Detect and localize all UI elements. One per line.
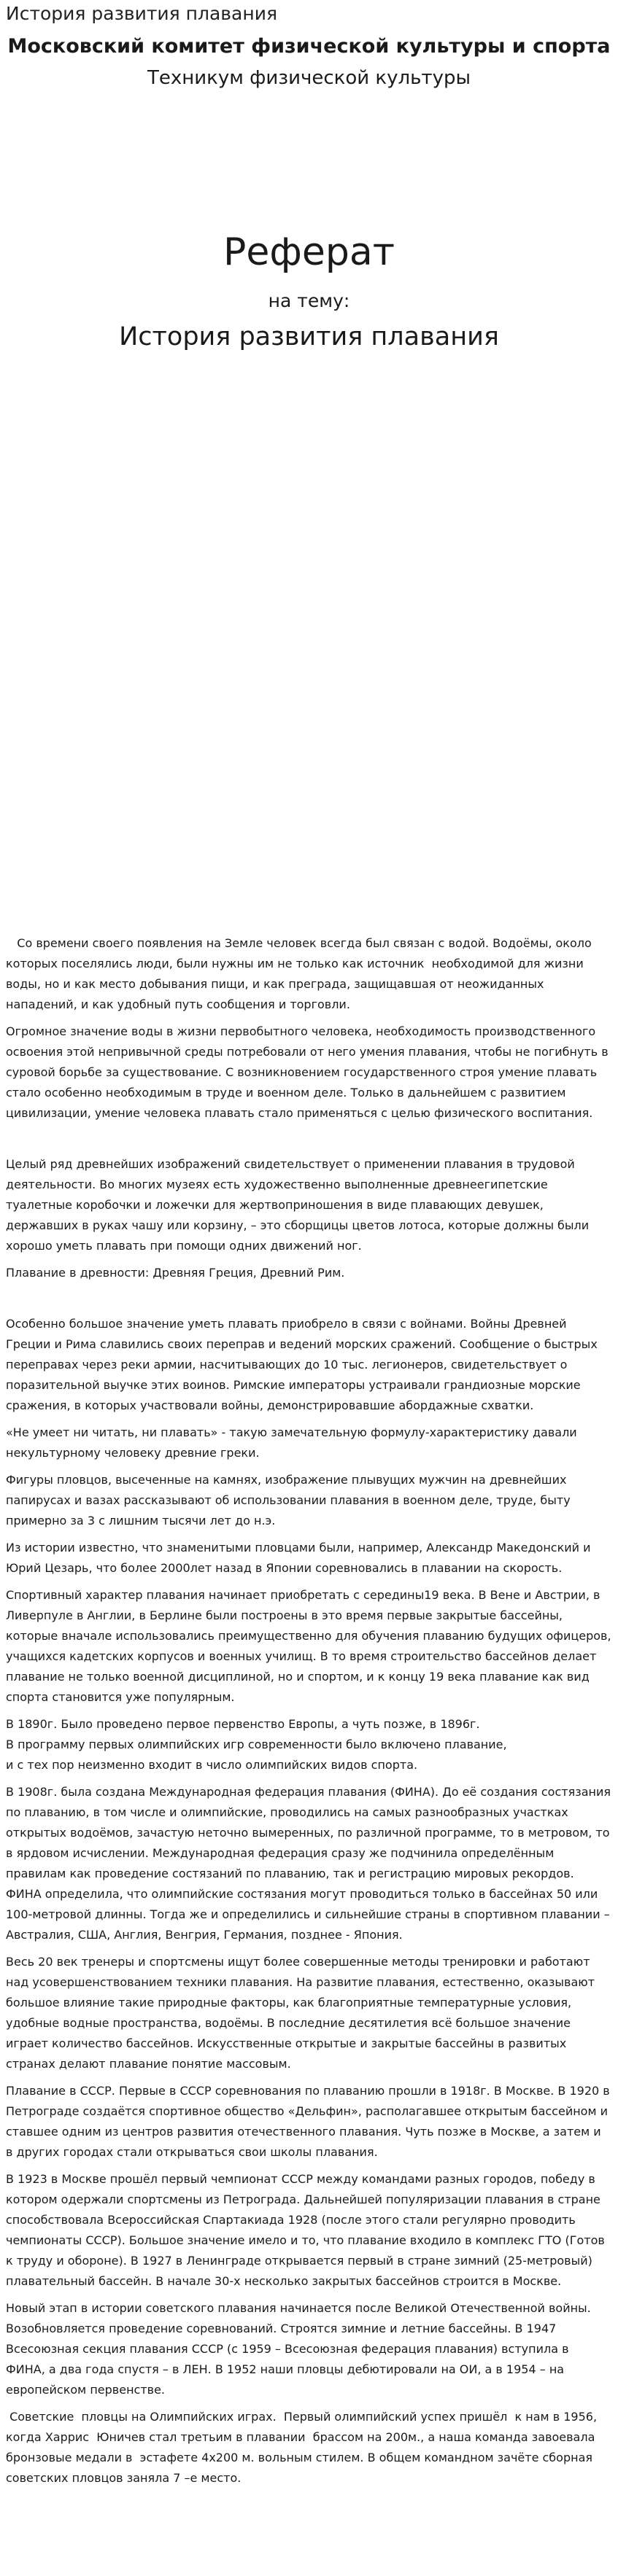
- paragraph: В 1923 в Москве прошёл первый чемпионат СССР между командами разных городов, победу в котором одержали спортсмены из Петрограда. Дальнейшей популяризации плавания в стране способствовала Всероссийская Спартакиада 1928 (после этого стали регулярно проводить чемпионаты СССР). Большое значение имело и то, что плавание входило в комплекс ГТО (Готов к труду и обороне). В 1927 в Ленинграде открывается первый в стране зимний (25-метровый) плавательный бассейн. В начале 30-х несколько закрытых бассейнов строится в Москве.: [6, 2172, 605, 2288]
- organization-name: Московский комитет физической культуры и спорта: [7, 35, 611, 58]
- college-name: Техникум физической культуры: [147, 67, 471, 89]
- paragraph: Плавание в СССР. Первые в СССР соревнования по плаванию прошли в 1918г. В Москве. В 1920 в Петрограде создаётся спортивное общество «Дельфин», располагавшее открытым бассейном и ставшее одним из центров развития отечественного плавания. Чуть позже в Москве, а затем и в других городах стали открываться свои школы плавания.: [6, 2084, 610, 2159]
- paragraph: Из истории известно, что знаменитыми пловцами были, например, Александр Македонский и Юрий Цезарь, что более 2000лет назад в Японии соревновались в плавании на скорость.: [6, 1541, 591, 1575]
- paragraph: Весь 20 век тренеры и спортсмены ищут более совершенные методы тренировки и работают над усовершенствованием техники плавания. На развитие плавания, естественно, оказывают большое влияние такие природные факторы, как благоприятные температурные условия, удобные водные пространства, водоёмы. В последние десятилетия всё большое значение играет количество бассейнов. Искусственные открытые и закрытые бассейны в развитых странах делают плавание понятие массовым.: [6, 1955, 595, 2071]
- paragraph: Фигуры пловцов, высеченные на камнях, изображение плывущих мужчин на древнейших папирусах и вазах рассказывают об использовании плавания в военном деле, труде, быту примерно за 3 с лишним тысячи лет до н.э.: [6, 1473, 571, 1528]
- paragraph: «Не умеет ни читать, ни плавать» - такую замечательную формулу-характеристику давали некультурному человеку древние греки.: [6, 1425, 577, 1460]
- paragraph: Новый этап в истории советского плавания начинается после Великой Отечественной войны. Возобновляется проведение соревнований. Строятся зимние и летние бассейны. В 1947 Всесоюзная секция плавания СССР (с 1959 – Всесоюзная федерация плавания) вступила в ФИНА, а два года спустя – в ЛЕН. В 1952 наши пловцы дебютировали на ОИ, а в 1954 – на европейском первенстве.: [6, 2301, 591, 2397]
- paragraph: Особенно большое значение уметь плавать приобрело в связи с войнами. Войны Древней Греции и Рима славились своих переправ и ведений морских сражений. Сообщение о быстрых переправах через реки армии, насчитывающих до 10 тыс. легионеров, свидетельствует о поразительной выучке этих воинов. Римские императоры устраивали грандиозные морские сражения, в которых участвовали войны, демонстрировавшие абордажные схватки.: [6, 1317, 598, 1412]
- paragraph: Целый ряд древнейших изображений свидетельствует о применении плавания в трудовой деятельности. Во многих музеях есть художественно выполненные древнеегипетские туалетные коробочки и ложечки для жертвоприношения в виде плавающих девушек, державших в руках чашу или корзину, – это сборщицы цветов лотоса, которые должны были хорошо уметь плавать при помощи одних движений ног.: [6, 1157, 590, 1253]
- paragraph: В 1908г. была создана Международная федерация плавания (ФИНА). До её создания состязания по плаванию, в том числе и олимпийские, проводились на самых разнообразных участках открытых водоёмов, зачастую неточно вымеренных, по различной программе, то в метровом, то в ярдовом исчислении. Международная федерация сразу же подчинила определённым правилам как проведение состязаний по плаванию, так и регистрацию мировых рекордов. ФИНА определила, что олимпийские состязания могут проводиться только в бассейнах 50 или 100-метровой длинны. Тогда же и определились и сильнейшие страны в спортивном плавании – Австралия, США, Англия, Венгрия, Германия, позднее - Япония.: [6, 1785, 611, 1942]
- section-heading: Плавание в древности: Древняя Греция, Древний Рим.: [6, 1266, 345, 1280]
- document-header: История развития плавания: [6, 3, 277, 24]
- document-body: [6, 933, 611, 2495]
- paragraph: Советские пловцы на Олимпийских играх. Первый олимпийский успех пришёл к нам в 1956, когда Харрис Юничев стал третьим в плавании брассом на 200м., а наша команда завоевала бронзовые медали в эстафете 4х200 м. вольным стилем. В общем командном зачёте сборная советских пловцов заняла 7 –е место.: [6, 2410, 601, 2485]
- paragraph: Спортивный характер плавания начинает приобретать с середины19 века. В Вене и Австрии, в Ливерпуле в Англии, в Берлине были построены в это время первые закрытые бассейны, которые вначале использовались преимущественно для обучения плаванию будущих офицеров, учащихся кадетских корпусов и военных училищ. В то время строительство бассейнов делает плавание не только военной дисциплиной, но и спортом, и к концу 19 века плавание как вид спорта становится уже популярным.: [6, 1588, 611, 1704]
- paragraph: Со времени своего появления на Земле человек всегда был связан с водой. Водоёмы, около которых поселялись люди, были нужны им не только как источник необходимой для жизни воды, но и как место добывания пищи, и как преграда, защищавшая от неожиданных нападений, и как удобный путь сообщения и торговли.: [6, 936, 595, 1011]
- report-topic: История развития плавания: [119, 322, 499, 351]
- report-title: Реферат: [223, 230, 395, 274]
- paragraph: В 1890г. Было проведено первое первенство Европы, а чуть позже, в 1896г. В программу первых олимпийских игр современности было включено плавание, и с тех пор неизменно входит в число олимпийских видов спорта.: [6, 1717, 507, 1772]
- theme-label: на тему:: [268, 290, 350, 311]
- paragraph: Огромное значение воды в жизни первобытного человека, необходимость производственного освоения этой непривычной среды потребовали от него умения плавания, чтобы не погибнуть в суровой борьбе за существование. С возникновением государственного строя умение плавать стало особенно необходимым в труде и военном деле. Только в дальнейшем с развитием цивилизации, умение человека плавать стало применяться с целью физического воспитания.: [6, 1024, 609, 1120]
